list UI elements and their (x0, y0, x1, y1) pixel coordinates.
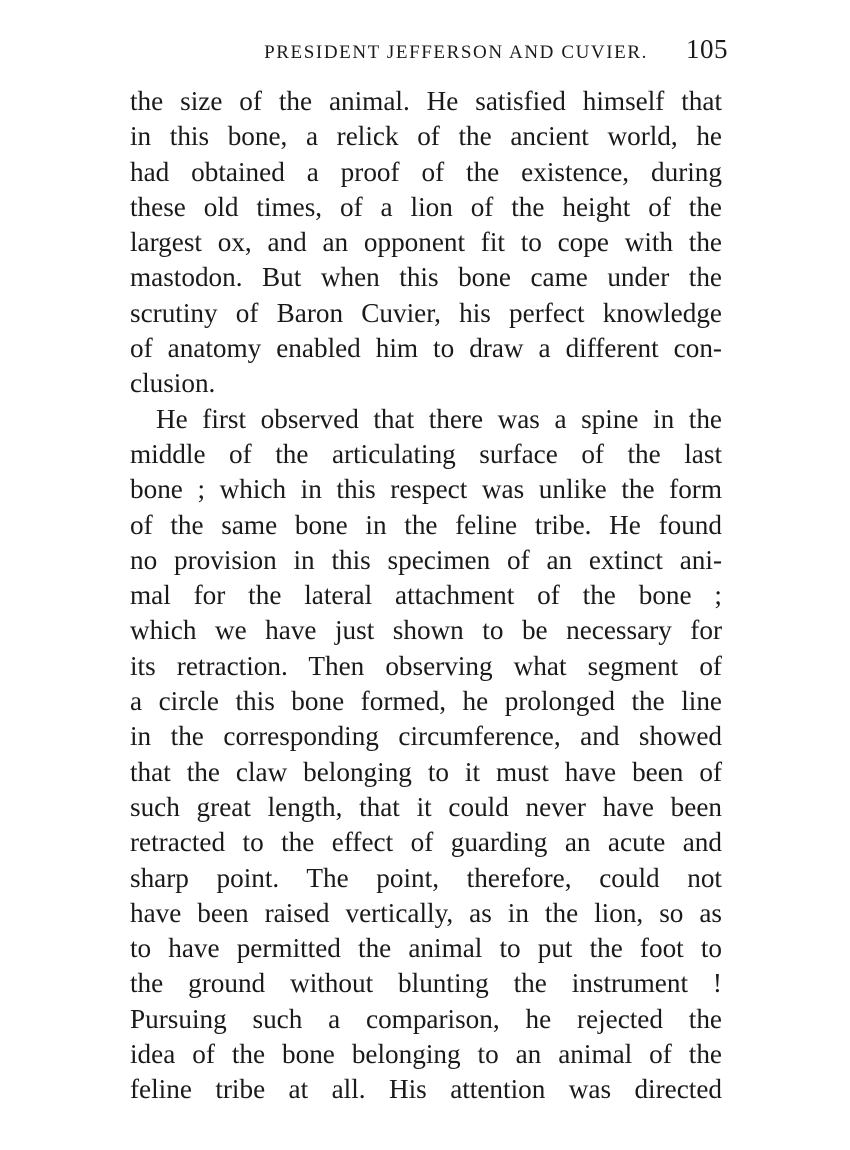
text-line: a circle this bone formed, he prolonged the line (130, 686, 722, 717)
text-line: which we have just shown to be necessary for (130, 615, 722, 646)
text-line: mal for the lateral attachment of the bone ; (130, 580, 722, 611)
text-line: scrutiny of Baron Cuvier, his perfect knowledge (130, 297, 722, 328)
text-line: that the claw belonging to it must have been of (130, 756, 722, 787)
text-line: sharp point. The point, therefore, could not (130, 862, 722, 893)
text-line: bone ; which in this respect was unlike the form (130, 474, 722, 505)
text-line: to have permitted the animal to put the foot to (130, 933, 722, 964)
text-line: had obtained a proof of the existence, during (130, 156, 722, 187)
body-text (130, 84, 722, 1108)
text-line: the size of the animal. He satisfied himself that (130, 86, 722, 116)
text-line: such great length, that it could never have been (130, 791, 722, 822)
text-line: its retraction. Then observing what segment of (130, 650, 722, 681)
text-line: feline tribe at all. His attention was directed (130, 1074, 722, 1105)
text-line: mastodon. But when this bone came under the (130, 262, 722, 293)
text-line: no provision in this specimen of an extinct ani- (130, 544, 722, 575)
running-title: PRESIDENT JEFFERSON AND CUVIER. (264, 42, 648, 63)
text-line: of the same bone in the feline tribe. He found (130, 509, 722, 540)
text-line: in this bone, a relick of the ancient world, he (130, 121, 722, 152)
text-line: He first observed that there was a spine in the (156, 403, 722, 434)
text-line: these old times, of a lion of the height of the (130, 191, 722, 222)
text-line: in the corresponding circumference, and showed (130, 721, 722, 752)
text-line: of anatomy enabled him to draw a different con- (130, 333, 722, 364)
paragraph (130, 402, 722, 1108)
text-line: have been raised vertically, as in the lion, so as (130, 897, 722, 928)
page-number: 105 (686, 34, 728, 64)
text-line: Pursuing such a comparison, he rejected the (130, 1003, 722, 1034)
text-line: middle of the articulating surface of the last (130, 438, 722, 469)
text-line: clusion. (130, 368, 216, 399)
text-line: largest ox, and an opponent fit to cope with the (130, 227, 722, 258)
text-line: idea of the bone belonging to an animal of the (130, 1039, 722, 1070)
paragraph (130, 84, 722, 402)
text-line: the ground without blunting the instrument ! (130, 968, 722, 999)
running-head (130, 34, 728, 74)
text-line: retracted to the effect of guarding an acute and (130, 827, 722, 858)
